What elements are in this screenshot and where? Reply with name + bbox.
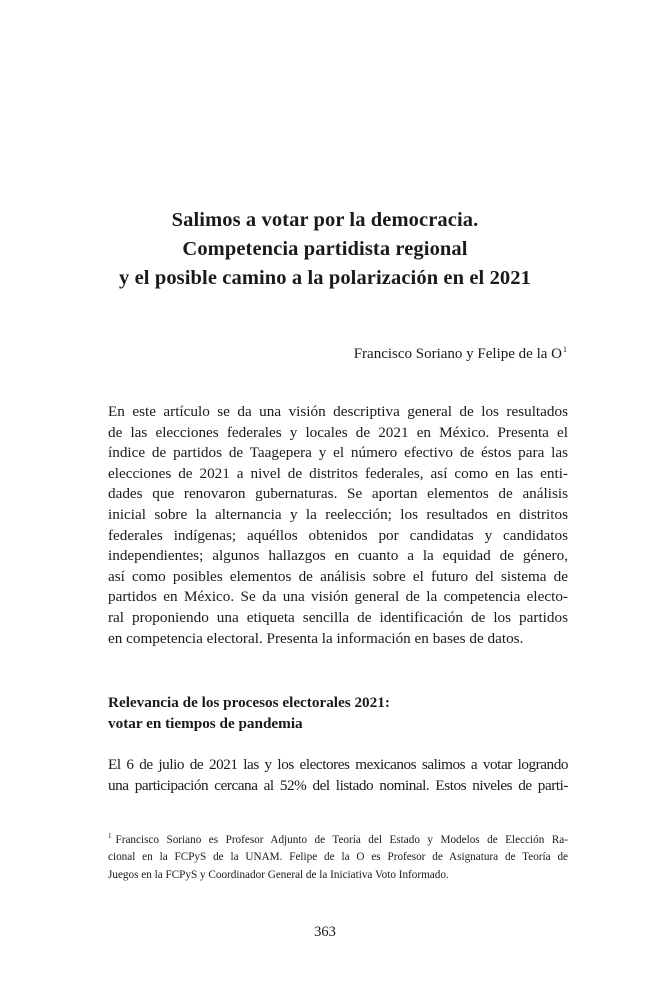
footnote	[108, 828, 568, 884]
footnote-reference: 1	[563, 345, 567, 354]
footnote-text: Francisco Soriano es Profesor Adjunto de Teoría del Estado y Modelos de Elección Ra-	[115, 834, 568, 846]
footnote-line	[108, 828, 568, 849]
body-line: una participación cercana al 52% del listado nominal. Estos niveles de parti-	[108, 776, 568, 794]
page-number: 363	[314, 924, 336, 940]
abstract	[108, 402, 568, 649]
abstract-line: índice de partidos de Taagepera y el número efectivo de éstos para las	[108, 444, 568, 462]
chapter-title	[60, 206, 590, 293]
title-line-3: y el posible camino a la polarización en el 2021	[119, 267, 531, 289]
abstract-line: dades que renovaron gubernaturas. Se aportan elementos de análisis	[108, 485, 568, 503]
title-line-1: Salimos a votar por la democracia.	[171, 209, 479, 231]
footnote-mark: 1	[108, 832, 112, 840]
abstract-line: así como posibles elementos de análisis sobre el futuro del sistema de	[108, 567, 568, 585]
author-byline	[354, 340, 567, 364]
section-heading-line-2: votar en tiempos de pandemia	[108, 714, 303, 732]
abstract-line: en competencia electoral. Presenta la información en bases de datos.	[108, 629, 524, 647]
body-line: El 6 de julio de 2021 las y los electores mexicanos salimos a votar logrando	[108, 756, 568, 773]
section-heading	[108, 693, 390, 734]
title-line-2: Competencia partidista regional	[182, 238, 468, 260]
abstract-line: independientes; algunos hallazgos en cuanto a la equidad de género,	[108, 547, 568, 565]
abstract-line: federales indígenas; aquéllos obtenidos por candidatas y candidatos	[108, 526, 568, 544]
abstract-line: ral proponiendo una etiqueta sencilla de identificación de los partidos	[108, 608, 568, 626]
section-body	[108, 755, 568, 796]
footnote-line: Juegos en la FCPyS y Coordinador General de la Iniciativa Voto Informado.	[108, 868, 449, 881]
footnote-line: cional en la FCPyS de la UNAM. Felipe de la O es Profesor de Asignatura de Teoría de	[108, 851, 568, 864]
abstract-line: partidos en México. Se da una visión general de la competencia electo-	[108, 588, 568, 606]
abstract-line: inicial sobre la alternancia y la reelección; los resultados en distritos	[108, 505, 568, 523]
abstract-line: elecciones de 2021 a nivel de distritos federales, así como en las enti-	[108, 464, 568, 482]
author-names: Francisco Soriano y Felipe de la O	[353, 346, 562, 362]
section-heading-line-1: Relevancia de los procesos electorales 2021:	[108, 694, 390, 711]
abstract-line: En este artículo se da una visión descriptiva general de los resultados	[108, 403, 568, 420]
abstract-line: de las elecciones federales y locales de 2021 en México. Presenta el	[108, 423, 568, 441]
